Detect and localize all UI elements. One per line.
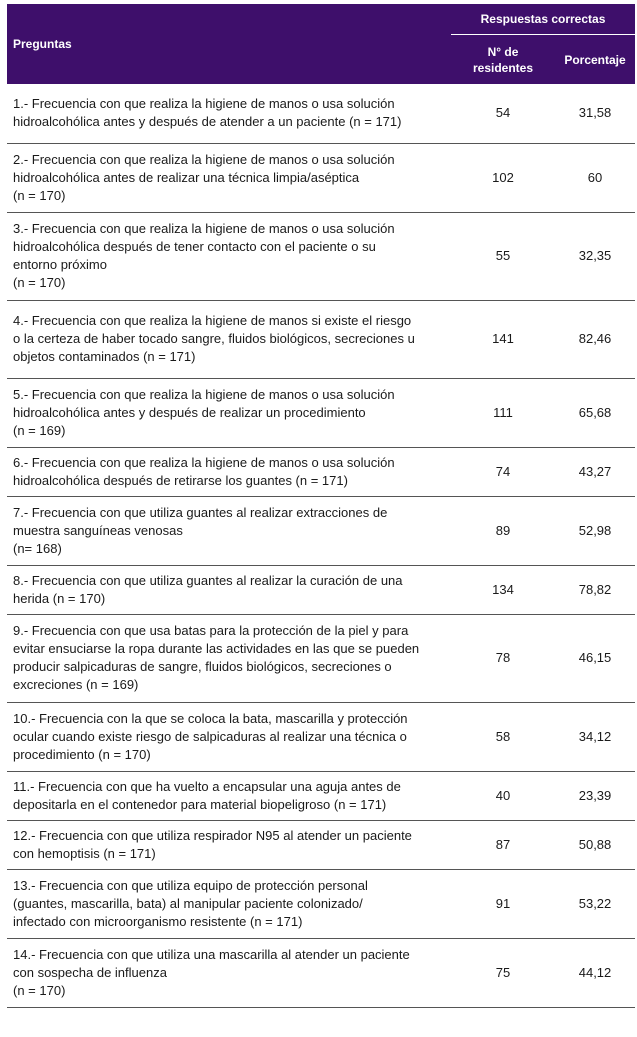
percentage-cell: 53,22	[555, 869, 635, 938]
question-line: objetos contaminados (n = 171)	[13, 349, 196, 364]
percentage-cell: 34,12	[555, 702, 635, 771]
question-cell	[7, 300, 451, 378]
question-line: o la certeza de haber tocado sangre, fluidos biológicos, secreciones u	[13, 331, 415, 346]
table-row	[7, 820, 635, 869]
question-line: 2.- Frecuencia con que realiza la higiene de manos o usa solución	[13, 151, 395, 167]
question-cell	[7, 771, 451, 820]
residents-count-cell: 91	[451, 869, 555, 938]
question-line: (n= 168)	[13, 540, 62, 556]
table-row	[7, 702, 635, 771]
question-line: herida (n = 170)	[13, 590, 106, 606]
percentage-cell: 43,27	[555, 447, 635, 496]
question-line: entorno próximo	[13, 257, 107, 272]
residents-header	[451, 35, 555, 85]
table-row	[7, 378, 635, 447]
question-line: infectado con microorganismo resistente (n = 171)	[13, 913, 303, 929]
question-cell	[7, 614, 451, 702]
question-cell	[7, 143, 451, 212]
question-line: (n = 170)	[13, 982, 66, 998]
table-row	[7, 614, 635, 702]
question-line: 3.- Frecuencia con que realiza la higiene de manos o usa solución	[13, 221, 395, 236]
residents-count-cell: 55	[451, 212, 555, 300]
question-line: 1.- Frecuencia con que realiza la higiene de manos o usa solución	[13, 96, 395, 112]
question-line: 8.- Frecuencia con que utiliza guantes al realizar la curación de una	[13, 572, 403, 588]
residents-count-cell: 89	[451, 496, 555, 565]
question-line: 9.- Frecuencia con que usa batas para la protección de la piel y para	[13, 623, 409, 638]
question-line: hidroalcohólica después de retirarse los guantes (n = 171)	[13, 472, 348, 488]
residents-count-cell: 74	[451, 447, 555, 496]
question-line: 11.- Frecuencia con que ha vuelto a encapsular una aguja antes de	[13, 778, 401, 794]
percentage-cell: 65,68	[555, 378, 635, 447]
residents-count-cell: 40	[451, 771, 555, 820]
question-line: con hemoptisis (n = 171)	[13, 845, 156, 861]
residents-count-cell: 102	[451, 143, 555, 212]
question-line: muestra sanguíneas venosas	[13, 522, 183, 538]
table-row	[7, 447, 635, 496]
question-cell	[7, 496, 451, 565]
percentage-cell: 44,12	[555, 938, 635, 1007]
question-line: 14.- Frecuencia con que utiliza una mascarilla al atender un paciente	[13, 946, 410, 962]
question-cell	[7, 820, 451, 869]
table-row	[7, 565, 635, 614]
responses-table	[7, 4, 635, 1008]
percentage-cell: 46,15	[555, 614, 635, 702]
question-line: hidroalcohólica antes y después de realizar un procedimiento	[13, 404, 366, 420]
question-cell	[7, 869, 451, 938]
residents-count-cell: 87	[451, 820, 555, 869]
question-line: 10.- Frecuencia con la que se coloca la bata, mascarilla y protección	[13, 710, 408, 726]
table-row	[7, 212, 635, 300]
residents-count-cell: 54	[451, 84, 555, 143]
residents-count-cell: 134	[451, 565, 555, 614]
table-body	[7, 84, 635, 1007]
percentage-cell: 52,98	[555, 496, 635, 565]
question-cell	[7, 447, 451, 496]
percentage-cell: 32,35	[555, 212, 635, 300]
table-row	[7, 938, 635, 1007]
residents-header-line2: residentes	[472, 60, 534, 75]
residents-count-cell: 75	[451, 938, 555, 1007]
questions-header: Preguntas	[7, 4, 451, 84]
percentage-cell: 31,58	[555, 84, 635, 143]
question-line: producir salpicaduras de sangre, fluidos biológicos, secreciones o	[13, 659, 392, 674]
residents-count-cell: 58	[451, 702, 555, 771]
question-line: 6.- Frecuencia con que realiza la higiene de manos o usa solución	[13, 454, 395, 470]
question-line: hidroalcohólica después de tener contacto con el paciente o su	[13, 239, 376, 254]
percent-header: Porcentaje	[555, 35, 635, 85]
table-row	[7, 771, 635, 820]
question-cell	[7, 378, 451, 447]
question-line: (n = 170)	[13, 187, 66, 203]
question-line: 5.- Frecuencia con que realiza la higiene de manos o usa solución	[13, 386, 395, 402]
question-line: evitar ensuciarse la ropa durante las actividades en las que se pueden	[13, 641, 420, 656]
percentage-cell: 23,39	[555, 771, 635, 820]
question-line: 4.- Frecuencia con que realiza la higiene de manos si existe el riesgo	[13, 313, 412, 328]
residents-count-cell: 111	[451, 378, 555, 447]
table-row	[7, 84, 635, 143]
question-line: con sospecha de influenza	[13, 964, 167, 980]
percentage-cell: 50,88	[555, 820, 635, 869]
question-line: hidroalcohólica antes y después de atender a un paciente (n = 171)	[13, 114, 402, 130]
question-cell	[7, 565, 451, 614]
question-cell	[7, 84, 451, 143]
question-cell	[7, 702, 451, 771]
question-line: depositarla en el contenedor para material biopeligroso (n = 171)	[13, 796, 387, 812]
percentage-cell: 60	[555, 143, 635, 212]
correct-answers-header: Respuestas correctas	[451, 4, 635, 35]
question-line: (guantes, mascarilla, bata) al manipular paciente colonizado/	[13, 895, 363, 911]
question-line: ocular cuando existe riesgo de salpicaduras al realizar una técnica o	[13, 728, 407, 744]
table-row	[7, 496, 635, 565]
percentage-cell: 78,82	[555, 565, 635, 614]
residents-header-line1: N° de	[487, 44, 519, 59]
question-line: hidroalcohólica antes de realizar una técnica limpia/aséptica	[13, 169, 360, 185]
question-line: procedimiento (n = 170)	[13, 746, 151, 762]
question-line: (n = 170)	[13, 275, 66, 290]
question-line: excreciones (n = 169)	[13, 677, 139, 692]
table-row	[7, 300, 635, 378]
table-header	[7, 4, 635, 84]
question-line: (n = 169)	[13, 422, 66, 438]
residents-count-cell: 78	[451, 614, 555, 702]
question-line: 13.- Frecuencia con que utiliza equipo de protección personal	[13, 877, 368, 893]
question-cell	[7, 938, 451, 1007]
residents-count-cell: 141	[451, 300, 555, 378]
question-cell	[7, 212, 451, 300]
question-line: 7.- Frecuencia con que utiliza guantes al realizar extracciones de	[13, 504, 388, 520]
percentage-cell: 82,46	[555, 300, 635, 378]
table-row	[7, 143, 635, 212]
question-line: 12.- Frecuencia con que utiliza respirador N95 al atender un paciente	[13, 827, 412, 843]
table-row	[7, 869, 635, 938]
